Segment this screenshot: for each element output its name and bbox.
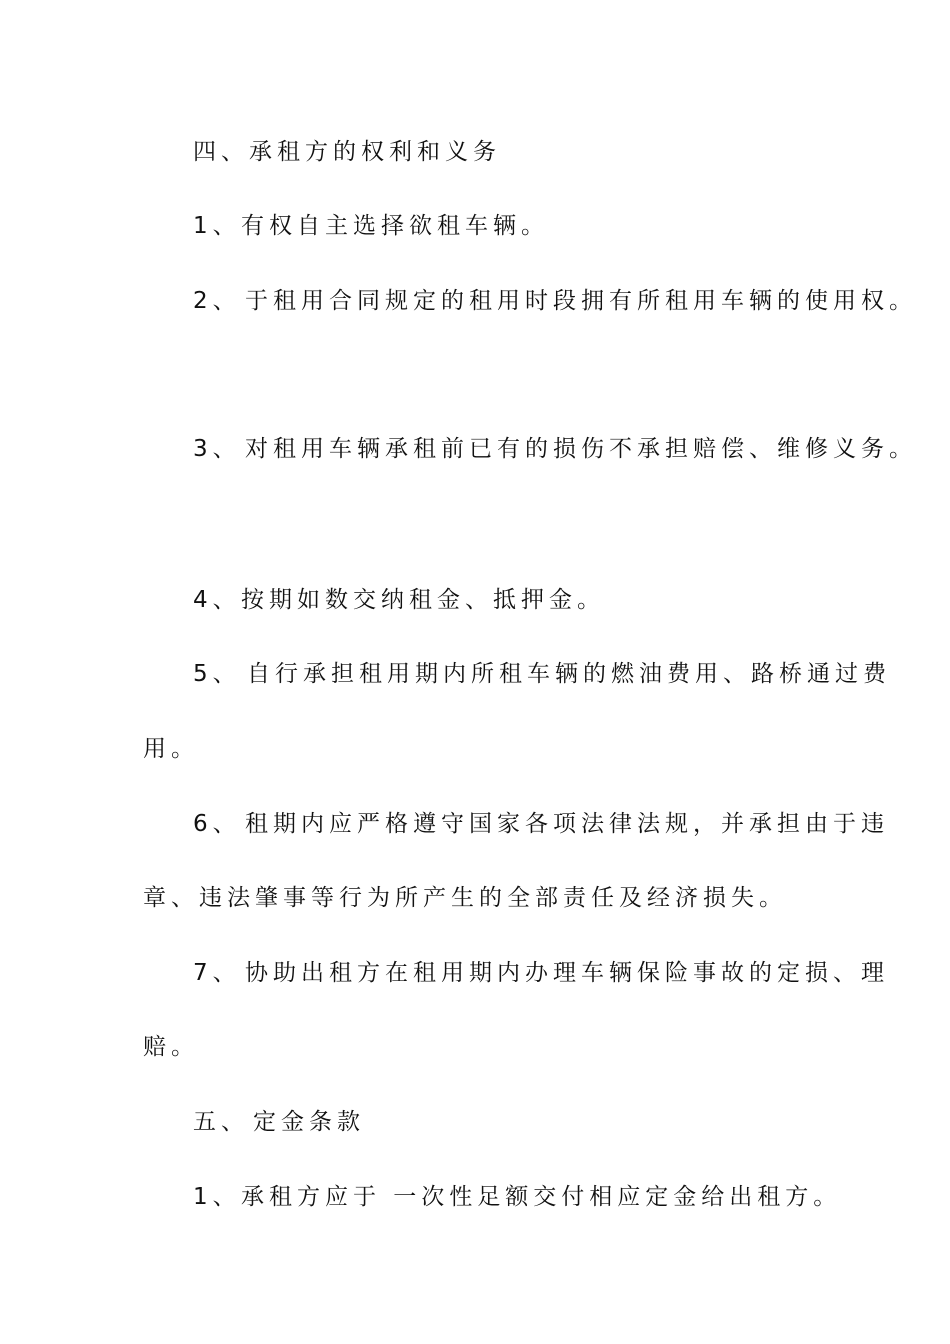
- item-text: 承租方应于 一次性足额交付相应定金给出租方。: [241, 1184, 842, 1210]
- item-continuation: 章、违法肇事等行为所产生的全部责任及经济损失。: [143, 885, 787, 911]
- item-text: 租期内应严格遵守国家各项法律法规，并承担由于违: [245, 811, 889, 837]
- list-item: [193, 434, 917, 464]
- item-text: 有权自主选择欲租车辆。: [241, 213, 549, 239]
- item-number: 2、: [193, 288, 241, 314]
- list-item: [193, 585, 605, 615]
- item-number: 3、: [193, 436, 241, 462]
- item-number: 5、: [193, 661, 241, 687]
- item-number: 1、: [193, 213, 241, 239]
- section-heading: [193, 1107, 365, 1137]
- item-number: 7、: [193, 960, 241, 986]
- section-title: 承租方的权利和义务: [249, 139, 501, 165]
- item-text: 协助出租方在租用期内办理车辆保险事故的定损、理: [245, 960, 889, 986]
- list-item: [193, 659, 891, 689]
- item-continuation: 赔。: [143, 1034, 199, 1060]
- item-number: 4、: [193, 587, 241, 613]
- item-text: 按期如数交纳租金、抵押金。: [241, 587, 605, 613]
- list-item: [193, 1182, 841, 1212]
- item-text: 于租用合同规定的租用时段拥有所租用车辆的使用权。: [245, 288, 917, 314]
- list-item: [193, 286, 917, 316]
- list-item: [193, 958, 889, 988]
- list-item: [193, 809, 889, 839]
- list-item: [193, 211, 549, 241]
- item-text: 自行承担租用期内所租车辆的燃油费用、路桥通过费: [247, 661, 891, 687]
- item-continuation: 用。: [143, 736, 199, 762]
- item-number: 6、: [193, 811, 241, 837]
- item-text: 对租用车辆承租前已有的损伤不承担赔偿、维修义务。: [245, 436, 917, 462]
- item-number: 1、: [193, 1184, 241, 1210]
- section-number: 五、: [193, 1109, 249, 1135]
- section-title: 定金条款: [253, 1109, 365, 1135]
- section-number: 四、: [193, 139, 249, 165]
- section-heading: [193, 137, 501, 167]
